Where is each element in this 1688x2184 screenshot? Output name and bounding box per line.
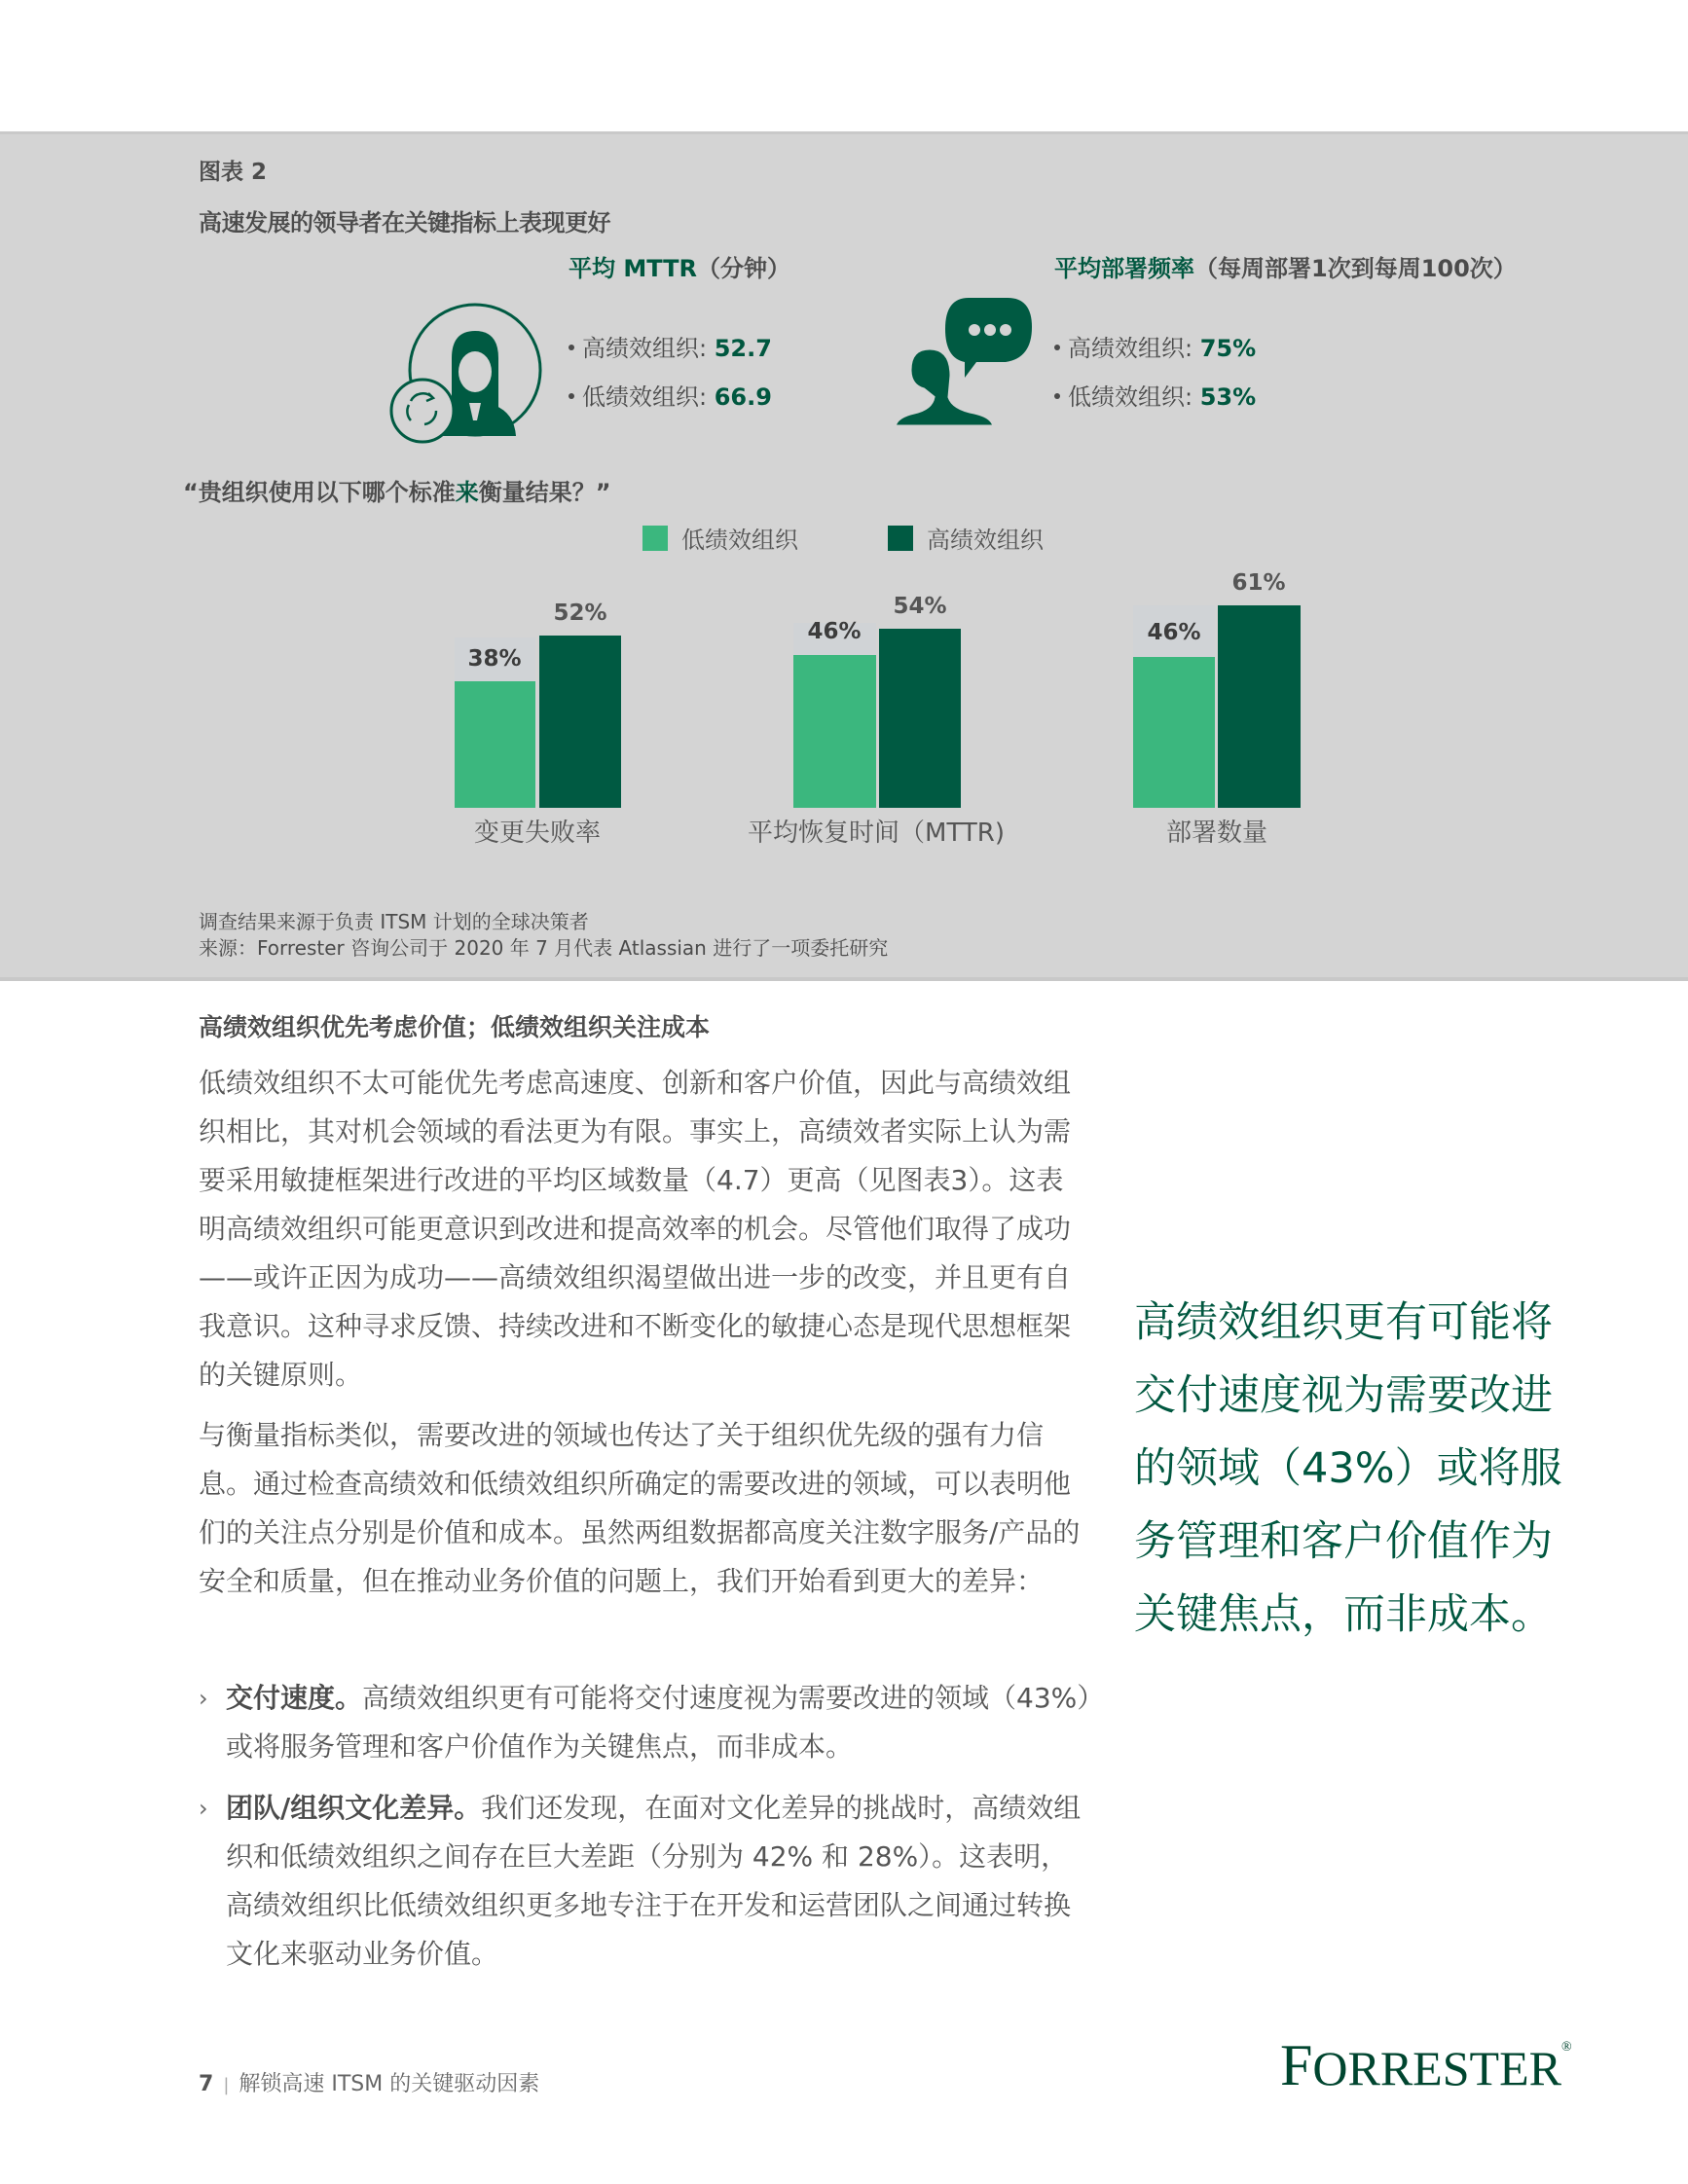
chevron-right-icon: › [199, 1795, 208, 1822]
legend-label: 低绩效组织 [681, 527, 798, 554]
mttr-title-suffix: （分钟） [697, 255, 791, 282]
bar-value-label: 61% [1231, 570, 1286, 596]
legend-swatch-low [642, 526, 668, 551]
deploy-title-text: 平均部署频率 [1054, 255, 1194, 282]
pull-quote: 高绩效组织更有可能将交付速度视为需要改进的领域（43%）或将服务管理和客户价值作为关键焦点，而非成本。 [1134, 1298, 1562, 1639]
bar-value-label: 46% [807, 619, 862, 644]
document-title: 解锁高速 ITSM 的关键驱动因素 [239, 2072, 540, 2096]
bar-value-label: 46% [1147, 620, 1201, 645]
metric-label: 低绩效组织: [1068, 383, 1200, 411]
mttr-low-performer [569, 378, 772, 412]
metric-label: 高绩效组织: [1068, 335, 1200, 362]
mttr-icon [385, 300, 546, 446]
bar-value-label: 38% [467, 646, 522, 672]
legend-swatch-high [888, 526, 913, 551]
forrester-logo [1280, 2032, 1572, 2099]
survey-note: 调查结果来源于负责 ITSM 计划的全球决策者 [199, 910, 589, 933]
bar-group-change-failure-high [539, 636, 621, 808]
logo-initial: F [1280, 2033, 1313, 2097]
bar-group-mttr-low [793, 655, 876, 808]
page-footer [199, 2067, 539, 2097]
bar-value-label: 52% [553, 601, 607, 626]
question-text: “贵组织使用以下哪个标准 [183, 479, 456, 506]
bullet-dot-icon [569, 393, 574, 399]
legend-high-performer [888, 521, 1044, 555]
registered-mark: ® [1560, 2040, 1572, 2055]
body-paragraph-1 [199, 1059, 1084, 1400]
chart-question [183, 473, 611, 507]
category-label: 平均恢复时间（MTTR) [748, 819, 1005, 848]
mttr-high-performer [569, 329, 772, 363]
category-label: 部署数量 [1165, 819, 1267, 848]
paragraph-text: 低绩效组织不太可能优先考虑高速度、创新和客户价值，因此与高绩效组织相比，其对机会领域的看法更为有限。事实上，高绩效者实际上认为需要采用敏捷框架进行改进的平均区域数量（4.7）更高（见图表3）。这表明高绩效组织可能更意识到改进和提高效率的机会。尽管他们取得了成功——或许正因为成功——高绩效组织渴望做出进一步的改变，并且更有自我意识。这种寻求反馈、持续改进和不断变化的敏捷心态是现代思想框架的关键原则。 [199, 1067, 1072, 1391]
legend-low-performer [642, 521, 798, 555]
bullet-text: 我们还发现，在面对文化差异的挑战时，高绩效组织和低绩效组织之间存在巨大差距（分别为 42% 和 28%）。这表明，高绩效组织比低绩效组织更多地专注于在开发和运营团队之间通过转换文化来驱动业务价值。 [226, 1792, 1082, 1970]
question-highlight: 来 [455, 479, 479, 506]
bullet-dot-icon [569, 345, 574, 350]
deploy-icon [891, 288, 1037, 429]
metric-value: 75% [1199, 335, 1257, 362]
mttr-title-text: 平均 MTTR [569, 255, 698, 282]
figure-label: 图表 2 [199, 160, 268, 185]
metric-label: 低绩效组织: [582, 383, 715, 411]
bar-group-deploy-low [1133, 657, 1215, 808]
source-note: 来源：Forrester 咨询公司于 2020 年 7 月代表 Atlassian 进行了一项委托研究 [199, 936, 889, 960]
bar-group-mttr-high [879, 629, 961, 808]
bullet-dot-icon [1054, 393, 1060, 399]
legend-label: 高绩效组织 [927, 527, 1044, 554]
deploy-high-performer [1054, 329, 1256, 363]
bullet-lead: 交付速度。 [226, 1682, 363, 1714]
metric-value: 53% [1199, 383, 1257, 411]
bullet-text: 高绩效组织更有可能将交付速度视为需要改进的领域（43%）或将服务管理和客户价值作为关键焦点，而非成本。 [226, 1682, 1091, 1763]
chevron-right-icon: › [199, 1685, 208, 1712]
bullet-lead: 团队/组织文化差异。 [226, 1792, 482, 1824]
figure-title: 高速发展的领导者在关键指标上表现更好 [199, 209, 610, 237]
category-label: 变更失败率 [473, 819, 601, 848]
question-text-end: 衡量结果？” [478, 479, 611, 506]
body-paragraph-2 [199, 1411, 1084, 1606]
footer-separator: | [223, 2075, 230, 2095]
deploy-title [1054, 249, 1517, 283]
metric-label: 高绩效组织: [582, 335, 715, 362]
bar-group-change-failure-low [455, 681, 535, 808]
section-title: 高绩效组织优先考虑价值；低绩效组织关注成本 [199, 1013, 711, 1041]
metric-value: 66.9 [714, 383, 772, 411]
deploy-low-performer [1054, 378, 1256, 412]
bar-group-deploy-high [1218, 605, 1301, 808]
logo-text: ORRESTER [1312, 2041, 1561, 2095]
bullet-culture-difference [199, 1784, 1094, 1979]
bullet-dot-icon [1054, 345, 1060, 350]
bullet-delivery-speed [199, 1674, 1094, 1771]
deploy-title-suffix: （每周部署1次到每周100次） [1194, 255, 1517, 282]
paragraph-text: 与衡量指标类似，需要改进的领域也传达了关于组织优先级的强有力信息。通过检查高绩效和低绩效组织所确定的需要改进的领域，可以表明他们的关注点分别是价值和成本。虽然两组数据都高度关注数字服务/产品的安全和质量，但在推动业务价值的问题上，我们开始看到更大的差异： [199, 1419, 1081, 1597]
page-number: 7 [199, 2072, 214, 2096]
metric-value: 52.7 [714, 335, 772, 362]
mttr-title [569, 249, 790, 283]
bar-value-label: 54% [893, 594, 947, 619]
